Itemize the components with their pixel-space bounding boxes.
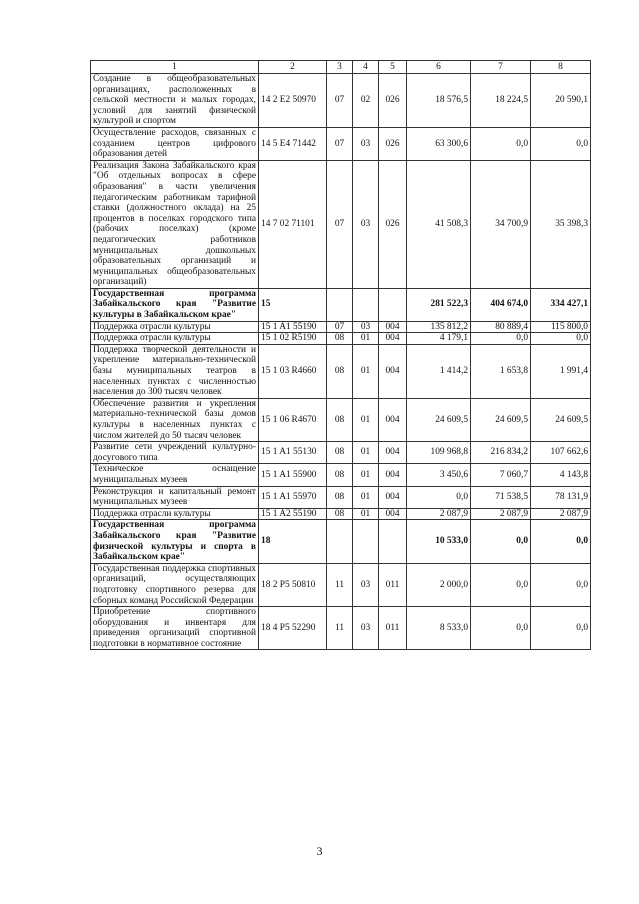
- row-name-cell: Поддержка творческой деятельности и укрепление материально-технической базы муниципальных театров в населенных пунктах с численностью населения до 300 тысяч человек: [91, 344, 259, 398]
- row-expense-type-cell: 026: [379, 127, 407, 160]
- row-amount-cell: 0,0: [471, 520, 531, 563]
- header-cell-2: 2: [259, 61, 327, 74]
- row-amount-cell: 0,0: [531, 563, 591, 606]
- row-subsection-cell: [353, 520, 379, 563]
- row-section-cell: [327, 520, 353, 563]
- row-amount-cell: 115 800,0: [531, 321, 591, 333]
- row-amount-cell: 0,0: [531, 607, 591, 650]
- row-expense-type-cell: 004: [379, 486, 407, 508]
- row-code-cell: 18: [259, 520, 327, 563]
- table-row: [91, 344, 591, 398]
- row-code-cell: 15 1 A1 55900: [259, 464, 327, 486]
- row-expense-type-cell: 011: [379, 563, 407, 606]
- row-name-cell: Государственная программа Забайкальского края "Развитие культуры в Забайкальском крае": [91, 288, 259, 321]
- row-amount-cell: 0,0: [531, 520, 591, 563]
- header-cell-1: 1: [91, 61, 259, 74]
- header-cell-6: 6: [407, 61, 471, 74]
- table-row: [91, 288, 591, 321]
- row-expense-type-cell: [379, 288, 407, 321]
- table-row: [91, 127, 591, 160]
- row-expense-type-cell: 004: [379, 344, 407, 398]
- row-code-cell: 15 1 02 R5190: [259, 333, 327, 345]
- row-amount-cell: 34 700,9: [471, 160, 531, 288]
- table-row: [91, 74, 591, 128]
- row-amount-cell: 281 522,3: [407, 288, 471, 321]
- row-amount-cell: 18 576,5: [407, 74, 471, 128]
- row-amount-cell: 80 889,4: [471, 321, 531, 333]
- table-row: [91, 508, 591, 520]
- row-name-cell: Техническое оснащение муниципальных музеев: [91, 464, 259, 486]
- row-amount-cell: 10 533,0: [407, 520, 471, 563]
- table-row: [91, 442, 591, 464]
- header-cell-5: 5: [379, 61, 407, 74]
- row-section-cell: 08: [327, 508, 353, 520]
- row-amount-cell: 107 662,6: [531, 442, 591, 464]
- row-amount-cell: 109 968,8: [407, 442, 471, 464]
- header-cell-8: 8: [531, 61, 591, 74]
- row-name-cell: Обеспечение развития и укрепления материально-технической базы домов культуры в населенных пунктах с числом жителей до 50 тысяч человек: [91, 398, 259, 441]
- row-name-cell: Реализация Закона Забайкальского края "Об отдельных вопросах в сфере образования" в части увеличения педагогическим работникам тарифной ставки (должностного оклада) на 25 процентов в поселках городского типа (рабочих поселках) (кроме педагогических работников муниципальных дошкольных образовательных организаций и муниципальных общеобразовательных организаций): [91, 160, 259, 288]
- row-amount-cell: 2 000,0: [407, 563, 471, 606]
- table-row: [91, 520, 591, 563]
- budget-table: [90, 60, 591, 650]
- row-code-cell: 15 1 A2 55190: [259, 508, 327, 520]
- row-amount-cell: 1 414,2: [407, 344, 471, 398]
- row-code-cell: 15 1 A1 55130: [259, 442, 327, 464]
- row-amount-cell: 24 609,5: [407, 398, 471, 441]
- row-amount-cell: 0,0: [471, 127, 531, 160]
- row-expense-type-cell: 004: [379, 508, 407, 520]
- row-name-cell: Развитие сети учреждений культурно-досугового типа: [91, 442, 259, 464]
- row-name-cell: Приобретение спортивного оборудования и инвентаря для приведения организаций спортивной подготовки в нормативное состояние: [91, 607, 259, 650]
- table-row: [91, 464, 591, 486]
- row-name-cell: Реконструкция и капитальный ремонт муниципальных музеев: [91, 486, 259, 508]
- row-name-cell: Осуществление расходов, связанных с созданием центров цифрового образования детей: [91, 127, 259, 160]
- header-cell-7: 7: [471, 61, 531, 74]
- row-amount-cell: 18 224,5: [471, 74, 531, 128]
- row-code-cell: 14 5 E4 71442: [259, 127, 327, 160]
- header-row: [91, 61, 591, 74]
- row-section-cell: [327, 288, 353, 321]
- row-expense-type-cell: 026: [379, 74, 407, 128]
- row-section-cell: 08: [327, 464, 353, 486]
- row-section-cell: 07: [327, 160, 353, 288]
- row-code-cell: 15 1 A1 55970: [259, 486, 327, 508]
- row-amount-cell: 2 087,9: [471, 508, 531, 520]
- row-section-cell: 08: [327, 486, 353, 508]
- row-amount-cell: 0,0: [471, 563, 531, 606]
- table-row: [91, 486, 591, 508]
- row-expense-type-cell: 004: [379, 464, 407, 486]
- row-expense-type-cell: 004: [379, 333, 407, 345]
- row-amount-cell: 63 300,6: [407, 127, 471, 160]
- row-subsection-cell: 01: [353, 486, 379, 508]
- row-expense-type-cell: 026: [379, 160, 407, 288]
- row-amount-cell: 4 143,8: [531, 464, 591, 486]
- row-subsection-cell: 01: [353, 398, 379, 441]
- row-code-cell: 15 1 A1 55190: [259, 321, 327, 333]
- row-amount-cell: 24 609,5: [531, 398, 591, 441]
- row-amount-cell: 334 427,1: [531, 288, 591, 321]
- row-section-cell: 08: [327, 442, 353, 464]
- table-row: [91, 333, 591, 345]
- row-amount-cell: 0,0: [471, 607, 531, 650]
- row-amount-cell: 1 991,4: [531, 344, 591, 398]
- row-subsection-cell: 03: [353, 127, 379, 160]
- row-subsection-cell: 03: [353, 607, 379, 650]
- row-amount-cell: 24 609,5: [471, 398, 531, 441]
- table-row: [91, 563, 591, 606]
- row-subsection-cell: [353, 288, 379, 321]
- row-section-cell: 08: [327, 333, 353, 345]
- row-subsection-cell: 01: [353, 333, 379, 345]
- row-expense-type-cell: 004: [379, 398, 407, 441]
- row-subsection-cell: 03: [353, 321, 379, 333]
- row-subsection-cell: 01: [353, 508, 379, 520]
- row-amount-cell: 41 508,3: [407, 160, 471, 288]
- row-amount-cell: 0,0: [407, 486, 471, 508]
- row-expense-type-cell: 011: [379, 607, 407, 650]
- row-code-cell: 14 2 E2 50970: [259, 74, 327, 128]
- row-code-cell: 18 4 P5 52290: [259, 607, 327, 650]
- row-amount-cell: 1 653,8: [471, 344, 531, 398]
- row-amount-cell: 4 179,1: [407, 333, 471, 345]
- row-code-cell: 14 7 02 71101: [259, 160, 327, 288]
- row-code-cell: 15 1 03 R4660: [259, 344, 327, 398]
- row-expense-type-cell: [379, 520, 407, 563]
- row-amount-cell: 216 834,2: [471, 442, 531, 464]
- row-subsection-cell: 01: [353, 464, 379, 486]
- row-section-cell: 07: [327, 321, 353, 333]
- row-amount-cell: 71 538,5: [471, 486, 531, 508]
- row-name-cell: Создание в общеобразовательных организациях, расположенных в сельской местности и малых городах, условий для занятий физической культурой и спортом: [91, 74, 259, 128]
- row-code-cell: 15: [259, 288, 327, 321]
- row-subsection-cell: 03: [353, 160, 379, 288]
- row-name-cell: Государственная программа Забайкальского края "Развитие физической культуры и спорта в Забайкальском крае": [91, 520, 259, 563]
- row-amount-cell: 3 450,6: [407, 464, 471, 486]
- row-amount-cell: 2 087,9: [407, 508, 471, 520]
- row-name-cell: Поддержка отрасли культуры: [91, 508, 259, 520]
- header-cell-4: 4: [353, 61, 379, 74]
- row-code-cell: 18 2 P5 50810: [259, 563, 327, 606]
- row-section-cell: 08: [327, 398, 353, 441]
- table-body: [91, 61, 591, 650]
- row-name-cell: Поддержка отрасли культуры: [91, 333, 259, 345]
- row-amount-cell: 78 131,9: [531, 486, 591, 508]
- row-amount-cell: 8 533,0: [407, 607, 471, 650]
- table-row: [91, 398, 591, 441]
- row-code-cell: 15 1 06 R4670: [259, 398, 327, 441]
- table-row: [91, 321, 591, 333]
- row-name-cell: Государственная поддержка спортивных организаций, осуществляющих подготовку спортивного резерва для сборных команд Российской Федерации: [91, 563, 259, 606]
- row-amount-cell: 7 060,7: [471, 464, 531, 486]
- table-row: [91, 160, 591, 288]
- row-amount-cell: 0,0: [531, 333, 591, 345]
- header-cell-3: 3: [327, 61, 353, 74]
- table-row: [91, 607, 591, 650]
- row-subsection-cell: 01: [353, 344, 379, 398]
- row-section-cell: 11: [327, 563, 353, 606]
- row-amount-cell: 0,0: [531, 127, 591, 160]
- row-section-cell: 11: [327, 607, 353, 650]
- row-amount-cell: 404 674,0: [471, 288, 531, 321]
- row-expense-type-cell: 004: [379, 442, 407, 464]
- row-name-cell: Поддержка отрасли культуры: [91, 321, 259, 333]
- row-amount-cell: 2 087,9: [531, 508, 591, 520]
- row-subsection-cell: 03: [353, 563, 379, 606]
- row-expense-type-cell: 004: [379, 321, 407, 333]
- row-subsection-cell: 02: [353, 74, 379, 128]
- row-amount-cell: 0,0: [471, 333, 531, 345]
- page-number: 3: [316, 844, 323, 858]
- row-subsection-cell: 01: [353, 442, 379, 464]
- row-amount-cell: 20 590,1: [531, 74, 591, 128]
- row-amount-cell: 35 398,3: [531, 160, 591, 288]
- row-section-cell: 08: [327, 344, 353, 398]
- row-amount-cell: 135 812,2: [407, 321, 471, 333]
- row-section-cell: 07: [327, 74, 353, 128]
- row-section-cell: 07: [327, 127, 353, 160]
